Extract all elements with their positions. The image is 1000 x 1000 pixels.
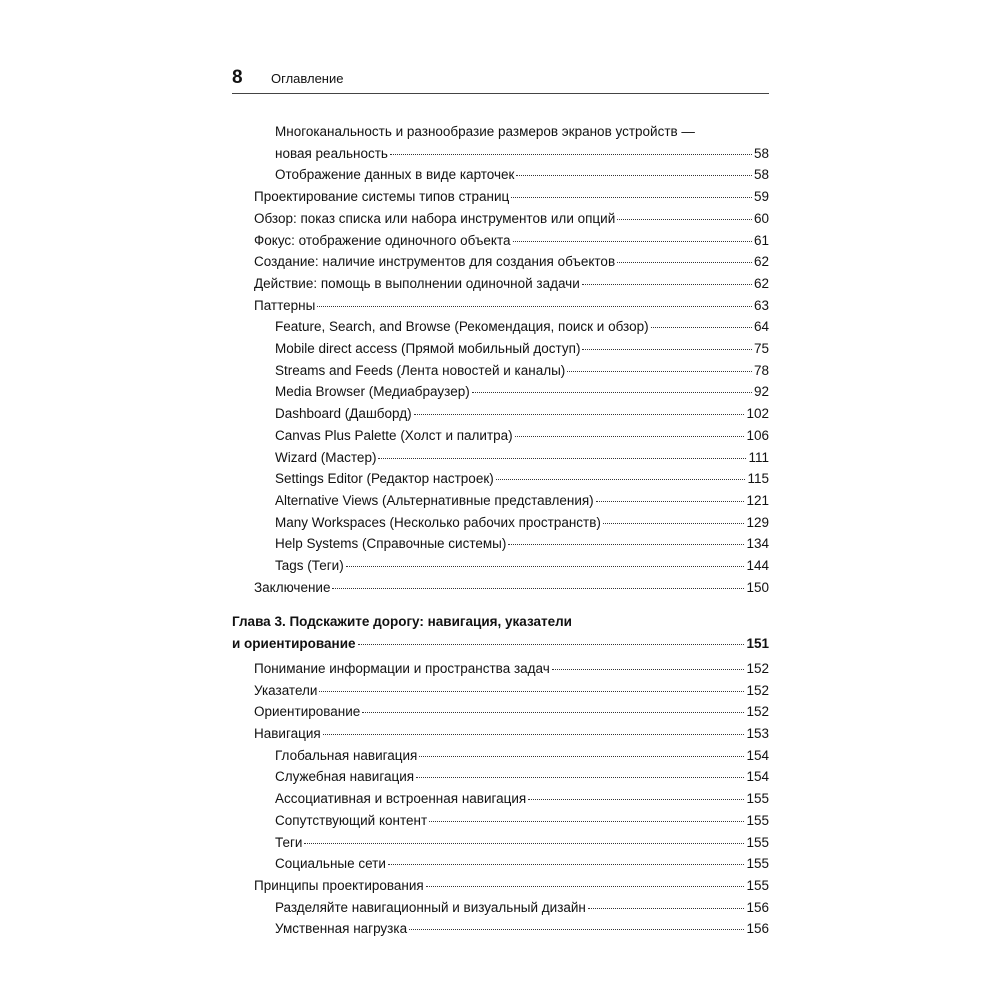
toc-entry (232, 251, 769, 273)
toc-entry-title: Settings Editor (Редактор настроек) (275, 471, 494, 487)
toc-entry-line (275, 897, 769, 919)
dot-leader (552, 669, 745, 670)
toc-page-number: 59 (753, 189, 769, 205)
toc-entry (232, 810, 769, 832)
toc-entry-title: Глобальная навигация (275, 747, 418, 763)
toc-page-number: 134 (746, 536, 769, 552)
toc-entry-title: Обзор: показ списка или набора инструментов или опций (254, 210, 616, 226)
dot-leader (582, 284, 752, 285)
dot-leader (414, 414, 745, 415)
toc-entry-line (254, 701, 769, 723)
toc-entry (232, 875, 769, 897)
dot-leader (528, 799, 744, 800)
toc-entry-title: новая реальность (275, 145, 388, 161)
dot-leader (346, 566, 745, 567)
toc-entry (232, 468, 769, 490)
toc-entry-line (232, 611, 769, 633)
dot-leader (429, 821, 744, 822)
page-number: 8 (232, 67, 243, 88)
toc-entry-title: Проектирование системы типов страниц (254, 189, 510, 205)
toc-entry (232, 316, 769, 338)
toc-entry-line (254, 723, 769, 745)
dot-leader (378, 458, 746, 459)
toc-page-number: 111 (748, 449, 769, 465)
toc-entry-title: Многоканальность и разнообразие размеров экранов устройств — (275, 124, 695, 139)
toc-page-number: 154 (746, 769, 769, 785)
dot-leader (582, 349, 752, 350)
dot-leader (332, 588, 744, 589)
toc-page-number: 62 (753, 254, 769, 270)
toc-entry (232, 555, 769, 577)
toc-page-number: 156 (746, 921, 769, 937)
dot-leader (513, 241, 752, 242)
toc-entry-line (254, 273, 769, 295)
toc-entry (232, 490, 769, 512)
toc-page-number: 75 (753, 341, 769, 357)
toc-entry-title: Tags (Теги) (275, 558, 344, 574)
toc-page-number: 60 (753, 210, 769, 226)
toc-entry-line (275, 766, 769, 788)
toc-entry-title: Действие: помощь в выполнении одиночной задачи (254, 275, 580, 291)
toc-entry (232, 897, 769, 919)
toc-entry (232, 788, 769, 810)
toc-page-number: 62 (753, 275, 769, 291)
dot-leader (516, 175, 752, 176)
dot-leader (496, 479, 746, 480)
toc-entry (232, 360, 769, 382)
toc-page-number: 155 (746, 877, 769, 893)
dot-leader (304, 843, 744, 844)
toc-entry (232, 425, 769, 447)
toc-entry-title: Служебная навигация (275, 769, 415, 785)
toc-entry-title: Понимание информации и пространства задач (254, 660, 550, 676)
toc-page-number: 58 (753, 145, 769, 161)
toc-entry-title: Mobile direct access (Прямой мобильный доступ) (275, 341, 581, 357)
toc-page-number: 155 (746, 791, 769, 807)
toc-entry (232, 230, 769, 252)
toc-entry-line (275, 512, 769, 534)
dot-leader (603, 523, 745, 524)
toc-entry-title: Фокус: отображение одиночного объекта (254, 232, 511, 248)
toc-entry-line (254, 680, 769, 702)
toc-entry-title: Ориентирование (254, 704, 361, 720)
toc-entry-line (275, 360, 769, 382)
dot-leader (511, 197, 752, 198)
toc-page-number: 102 (746, 406, 769, 422)
dot-leader (588, 908, 745, 909)
toc-entry-title: Canvas Plus Palette (Холст и палитра) (275, 427, 513, 443)
toc-entry-line (254, 577, 769, 599)
toc-entry-title: Feature, Search, and Browse (Рекомендация, поиск и обзор) (275, 319, 649, 335)
dot-leader (390, 154, 752, 155)
toc-entry-title: Социальные сети (275, 856, 386, 872)
toc-page-number: 61 (753, 232, 769, 248)
toc-entry-line (254, 186, 769, 208)
dot-leader (508, 544, 744, 545)
toc-entry-line (254, 295, 769, 317)
toc-entry-line (275, 338, 769, 360)
toc-entry (232, 766, 769, 788)
toc-entry-line (275, 745, 769, 767)
toc-entry (232, 338, 769, 360)
toc-entry-line (275, 164, 769, 186)
toc-entry-line (254, 658, 769, 680)
toc-entry-title: Разделяйте навигационный и визуальный дизайн (275, 899, 586, 915)
toc-entry-line (275, 788, 769, 810)
dot-leader (472, 392, 752, 393)
toc-page-number: 115 (747, 471, 769, 487)
running-title: Оглавление (271, 71, 344, 86)
toc-entry-title: Dashboard (Дашборд) (275, 406, 412, 422)
toc-entry-title: Умственная нагрузка (275, 921, 408, 937)
toc-entry-title: Глава 3. Подскажите дорогу: навигация, указатели (232, 614, 572, 630)
toc-entry-title: Заключение (254, 579, 331, 595)
toc-entry (232, 381, 769, 403)
toc-page-number: 152 (746, 682, 769, 698)
header-rule (232, 93, 769, 94)
toc-entry-title: Навигация (254, 725, 321, 741)
toc-page-number: 58 (753, 167, 769, 183)
dot-leader (362, 712, 744, 713)
toc-page-number: 144 (746, 558, 769, 574)
toc-entry (232, 745, 769, 767)
toc-page-number: 153 (746, 725, 769, 741)
toc-entry-line (254, 230, 769, 252)
page-header (232, 66, 769, 94)
toc-entry-line (275, 555, 769, 577)
toc-chapter-entry (232, 611, 769, 654)
toc-entry-line (275, 918, 769, 940)
toc-page-number: 92 (753, 384, 769, 400)
toc-page-number: 121 (746, 492, 769, 508)
toc-entry-line (254, 208, 769, 230)
dot-leader (651, 327, 752, 328)
toc-page-number: 78 (753, 362, 769, 378)
toc-page-number: 64 (753, 319, 769, 335)
toc-entry-title: Сопутствующий контент (275, 812, 428, 828)
dot-leader (617, 262, 752, 263)
toc-entry (232, 121, 769, 164)
dot-leader (515, 436, 745, 437)
toc-entry-title: и ориентирование (232, 636, 356, 652)
toc-page-number: 129 (746, 514, 769, 530)
toc-entry (232, 832, 769, 854)
toc-entry (232, 533, 769, 555)
table-of-contents (232, 121, 769, 940)
toc-entry (232, 447, 769, 469)
toc-entry (232, 658, 769, 680)
dot-leader (388, 864, 745, 865)
dot-leader (596, 501, 745, 502)
toc-entry-line (254, 875, 769, 897)
toc-entry-title: Создание: наличие инструментов для создания объектов (254, 254, 616, 270)
toc-page-number: 155 (746, 812, 769, 828)
toc-entry (232, 853, 769, 875)
toc-entry-title: Media Browser (Медиабраузер) (275, 384, 470, 400)
dot-leader (319, 691, 744, 692)
toc-entry (232, 273, 769, 295)
toc-page-number: 152 (746, 704, 769, 720)
dot-leader (409, 929, 744, 930)
toc-entry-line (275, 832, 769, 854)
toc-entry-line (275, 468, 769, 490)
toc-entry-title: Streams and Feeds (Лента новостей и каналы) (275, 362, 566, 378)
toc-entry-title: Ассоциативная и встроенная навигация (275, 791, 527, 807)
toc-entry-line (254, 251, 769, 273)
toc-page-number: 155 (746, 856, 769, 872)
toc-entry (232, 680, 769, 702)
toc-page-number: 152 (746, 660, 769, 676)
toc-entry-line (275, 810, 769, 832)
dot-leader (323, 734, 745, 735)
dot-leader (317, 306, 752, 307)
toc-entry-line (232, 633, 769, 655)
toc-entry (232, 723, 769, 745)
toc-entry-title: Паттерны (254, 297, 316, 313)
toc-page-number: 63 (753, 297, 769, 313)
toc-entry-title: Alternative Views (Альтернативные представления) (275, 492, 594, 508)
toc-entry-line (275, 447, 769, 469)
toc-entry (232, 577, 769, 599)
toc-entry-line (275, 143, 769, 165)
toc-entry-line (275, 403, 769, 425)
dot-leader (567, 371, 752, 372)
toc-page-number: 156 (746, 899, 769, 915)
toc-entry-title: Принципы проектирования (254, 877, 424, 893)
toc-entry-title: Wizard (Мастер) (275, 449, 377, 465)
toc-entry (232, 186, 769, 208)
toc-entry (232, 512, 769, 534)
toc-entry-title: Указатели (254, 682, 318, 698)
toc-page-number: 155 (746, 834, 769, 850)
toc-entry-title: Many Workspaces (Несколько рабочих пространств) (275, 514, 601, 530)
toc-entry-line (275, 316, 769, 338)
toc-entry-line (275, 490, 769, 512)
toc-entry-title: Отображение данных в виде карточек (275, 167, 515, 183)
toc-page-number: 150 (746, 579, 769, 595)
toc-entry-line (275, 425, 769, 447)
dot-leader (426, 886, 745, 887)
toc-page-number: 151 (746, 636, 769, 652)
toc-entry (232, 295, 769, 317)
toc-entry-line (275, 533, 769, 555)
dot-leader (617, 219, 752, 220)
toc-entry-line (275, 121, 769, 143)
toc-page-number: 106 (746, 427, 769, 443)
toc-entry (232, 918, 769, 940)
toc-entry-title: Help Systems (Справочные системы) (275, 536, 507, 552)
dot-leader (419, 756, 744, 757)
toc-entry (232, 164, 769, 186)
toc-entry (232, 403, 769, 425)
toc-page-number: 154 (746, 747, 769, 763)
toc-entry (232, 208, 769, 230)
dot-leader (416, 777, 744, 778)
toc-entry-line (275, 381, 769, 403)
toc-entry-line (275, 853, 769, 875)
toc-entry-title: Теги (275, 834, 303, 850)
toc-entry (232, 701, 769, 723)
dot-leader (358, 644, 745, 645)
